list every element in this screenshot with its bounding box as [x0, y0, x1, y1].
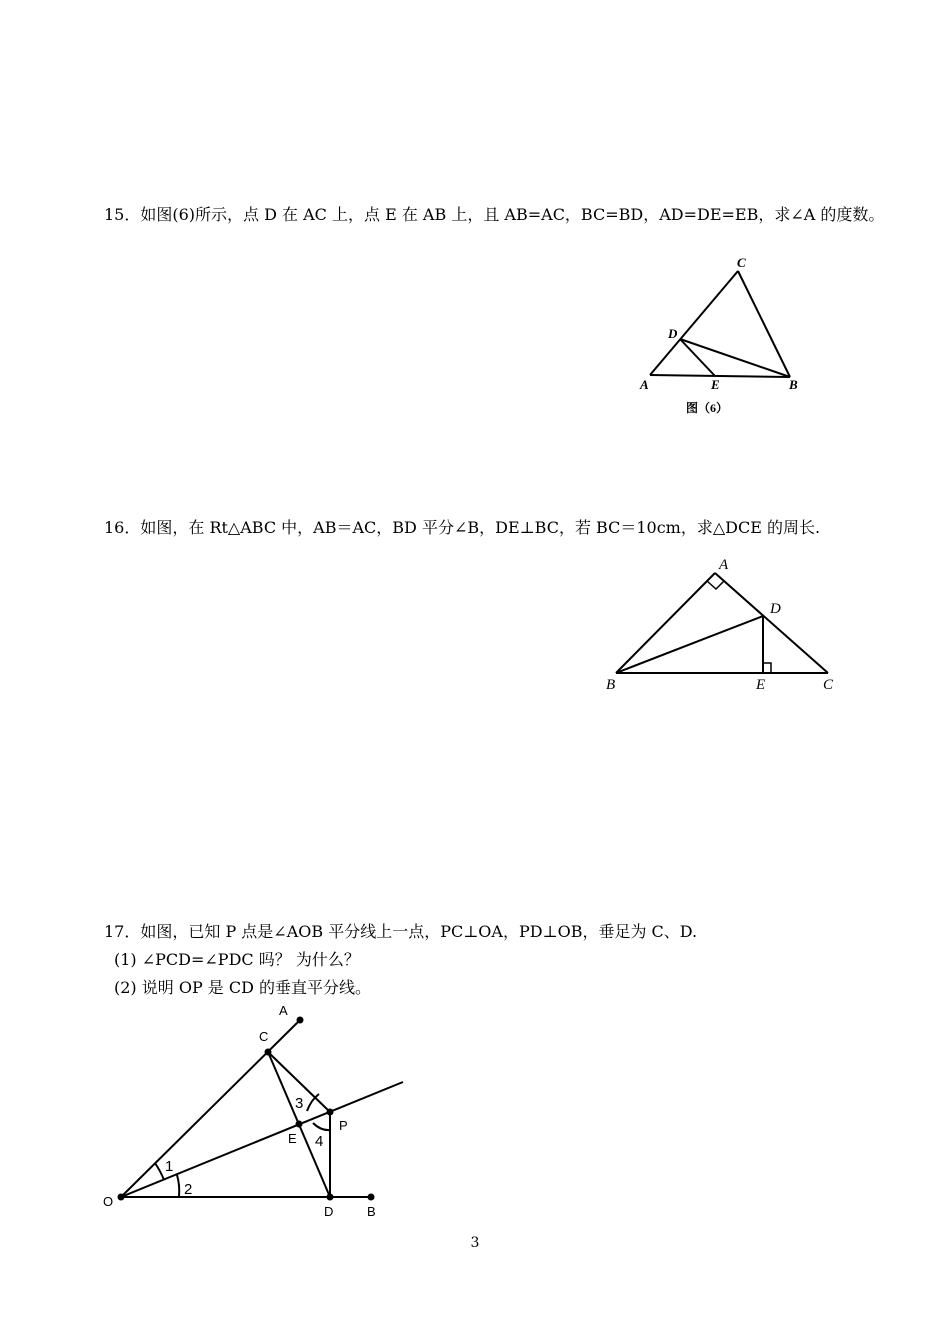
q17-label-d: D	[324, 1204, 334, 1219]
fig6-label-e: E	[711, 377, 720, 392]
q17-label-e: E	[288, 1131, 297, 1146]
q17-angle-4: 4	[315, 1133, 324, 1150]
q17-label-o: O	[103, 1194, 114, 1209]
q17-label-p: P	[339, 1118, 348, 1133]
fig6-label-d: D	[668, 326, 678, 341]
q16-label-d: D	[770, 601, 781, 617]
q16-label-b: B	[606, 677, 616, 693]
q17-label-a: A	[279, 1003, 288, 1018]
fig6-caption: 图（6）	[686, 401, 729, 415]
q17-angle-3: 3	[295, 1095, 304, 1112]
figure-q17-angle-bisector	[95, 1000, 415, 1225]
figure-q16-triangle	[600, 555, 850, 705]
page-number: 3	[470, 1235, 480, 1251]
question-17-sub2: (2) 说明 OP 是 CD 的垂直平分线。	[114, 978, 372, 997]
q16-label-c: C	[823, 677, 834, 693]
question-16-text: 16．如图，在 Rt△ABC 中，AB＝AC，BD 平分∠B，DE⊥BC，若 BC＝10cm，求△DCE 的周长.	[104, 518, 821, 537]
fig6-label-c: C	[737, 255, 746, 270]
q17-label-c: C	[259, 1029, 269, 1044]
q17-label-b: B	[367, 1204, 376, 1219]
q17-angle-2: 2	[184, 1181, 193, 1198]
question-15-text: 15．如图(6)所示，点 D 在 AC 上，点 E 在 AB 上，且 AB=AC，BC=BD，AD=DE=EB，求∠A 的度数。	[104, 205, 885, 224]
fig6-label-b: B	[789, 377, 798, 392]
q16-label-a: A	[719, 557, 729, 573]
q17-angle-1: 1	[165, 1158, 174, 1175]
fig6-label-a: A	[640, 377, 649, 392]
question-17-sub1: (1) ∠PCD=∠PDC 吗？ 为什么？	[114, 950, 360, 969]
q16-label-e: E	[756, 677, 766, 693]
question-17-text: 17．如图，已知 P 点是∠AOB 平分线上一点，PC⊥OA，PD⊥OB，垂足为 C、D.	[104, 922, 698, 941]
figure-6-triangle	[620, 250, 820, 420]
